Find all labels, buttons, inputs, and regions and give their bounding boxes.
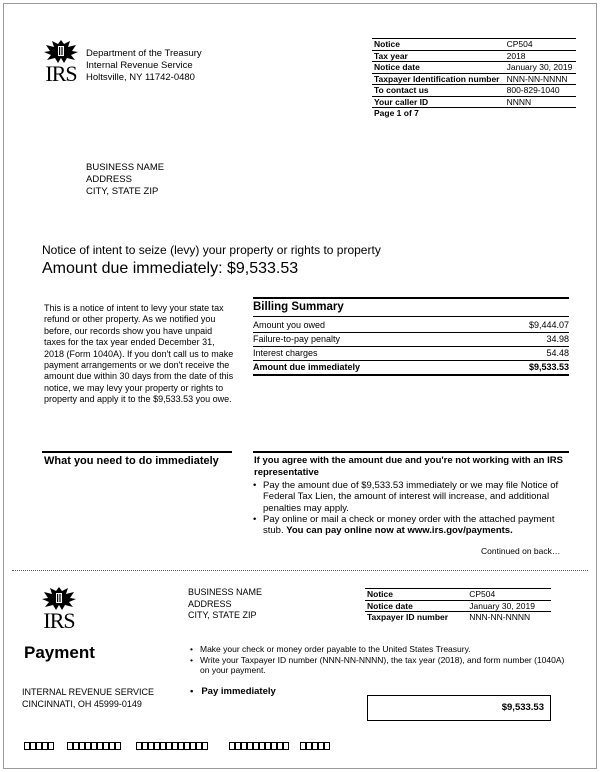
- scanline-group: [136, 742, 208, 751]
- address-line: ADDRESS: [86, 174, 132, 185]
- address-line: BUSINESS NAME: [86, 162, 165, 173]
- scanline-box: [324, 742, 330, 750]
- notice-row: To contact us 800-829-1040: [372, 85, 576, 97]
- notice-row: Taxpayer Identification number NNN-NN-NNNN: [372, 73, 576, 85]
- irs-logo: [42, 38, 80, 84]
- scanline-box: [202, 742, 208, 750]
- irs-logo-text: IRS: [45, 61, 77, 86]
- billing-summary-title: Billing Summary: [253, 301, 344, 313]
- scanline-box: [115, 742, 121, 750]
- todo-left-rule: [42, 451, 232, 453]
- billing-title-rule: [253, 316, 569, 317]
- stub-irs-logo: [40, 585, 78, 631]
- notice-row: Your caller ID NNNN: [372, 96, 576, 108]
- scanline-group: [300, 742, 330, 751]
- todo-bullets: [253, 480, 569, 536]
- billing-row-amount-owed: Amount you owed $9,444.07: [253, 319, 569, 333]
- recipient-address: [86, 162, 164, 198]
- payment-title: Payment: [24, 643, 95, 662]
- notice-row: Taxpayer ID number NNN-NN-NNNN: [367, 612, 531, 623]
- billing-row-penalty: Failure-to-pay penalty 34.98: [253, 333, 569, 347]
- notice-row: Notice date January 30, 2019: [365, 600, 551, 612]
- tear-line: [12, 570, 588, 571]
- scanline-box: [48, 742, 54, 750]
- billing-row-total: Amount due immediately $9,533.53: [253, 361, 569, 376]
- instruction-item: • Write your Taxpayer ID number (NNN-NN-NNNN), the tax year (2018), and form number (1040A) on your payment.: [190, 655, 570, 676]
- payment-instructions: [190, 644, 570, 676]
- address-line: CINCINNATI, OH 45999-0149: [22, 699, 142, 709]
- address-line: CITY, STATE ZIP: [86, 186, 159, 197]
- notice-row: Notice CP504: [372, 39, 576, 51]
- address-line: ADDRESS: [188, 598, 232, 609]
- levy-paragraph: This is a notice of intent to levy your state tax refund or other property. As we notified you before, our records show you have unpaid taxes for the tax year ended December 31, 2018 (Form 1040A). If you don't call us to make payment arrangements or we don't receive the amount due within 30 days from the date of this notice, we may levy your property or rights to property and apply it to the $9,533.53 you owe.: [44, 303, 234, 405]
- agency-address: [86, 48, 202, 84]
- todo-right-rule: [253, 451, 569, 453]
- notice-info-table: [372, 38, 576, 119]
- todo-bullet: • Pay the amount due of $9,533.53 immediately or we may file Notice of Federal Tax Lien, the amount of interest will increase, and additional penalties may apply.: [253, 480, 569, 514]
- instruction-item: • Make your check or money order payable to the United States Treasury.: [190, 644, 570, 655]
- notice-row: Notice date January 30, 2019: [372, 62, 576, 74]
- agency-line: Department of the Treasury: [86, 48, 202, 59]
- scanline-box: [283, 742, 289, 750]
- stub-notice-table: [365, 588, 551, 623]
- address-line: CITY, STATE ZIP: [188, 610, 257, 620]
- irs-mailing-address: [22, 686, 154, 710]
- scanline-group: [67, 742, 121, 751]
- notice-heading: Notice of intent to seize (levy) your property or rights to property: [42, 243, 381, 257]
- pay-online-link[interactable]: You can pay online now at www.irs.gov/payments.: [286, 525, 513, 537]
- todo-subhead: If you agree with the amount due and you're not working with an IRS representative: [254, 455, 563, 478]
- todo-bullet: • Pay online or mail a check or money order with the attached payment stub. You can pay online now at www.irs.gov/payments.: [253, 514, 569, 537]
- agency-line: Holtsville, NY 11742-0480: [86, 72, 195, 83]
- scanline-group: [229, 742, 289, 751]
- amount-due-value: $9,533.53: [501, 702, 544, 713]
- amount-due-heading: Amount due immediately: $9,533.53: [42, 260, 299, 277]
- pay-immediately-label: • Pay immediately: [190, 686, 276, 697]
- address-line: INTERNAL REVENUE SERVICE: [22, 687, 155, 697]
- billing-row-interest: Interest charges 54.48: [253, 347, 569, 361]
- amount-enclosed-box[interactable]: [367, 695, 551, 721]
- notice-row: Notice CP504: [365, 589, 551, 601]
- stub-address: [188, 587, 262, 622]
- continued-on-back: Continued on back…: [481, 546, 561, 556]
- address-line: BUSINESS NAME: [188, 587, 263, 597]
- todo-title: What you need to do immediately: [44, 455, 219, 467]
- notice-row: Page 1 of 7: [374, 108, 419, 119]
- scanline-group: [24, 742, 54, 751]
- billing-top-rule: [253, 297, 569, 299]
- notice-row: Tax year 2018: [372, 50, 576, 62]
- agency-line: Internal Revenue Service: [86, 60, 193, 71]
- irs-logo-text: IRS: [43, 608, 75, 633]
